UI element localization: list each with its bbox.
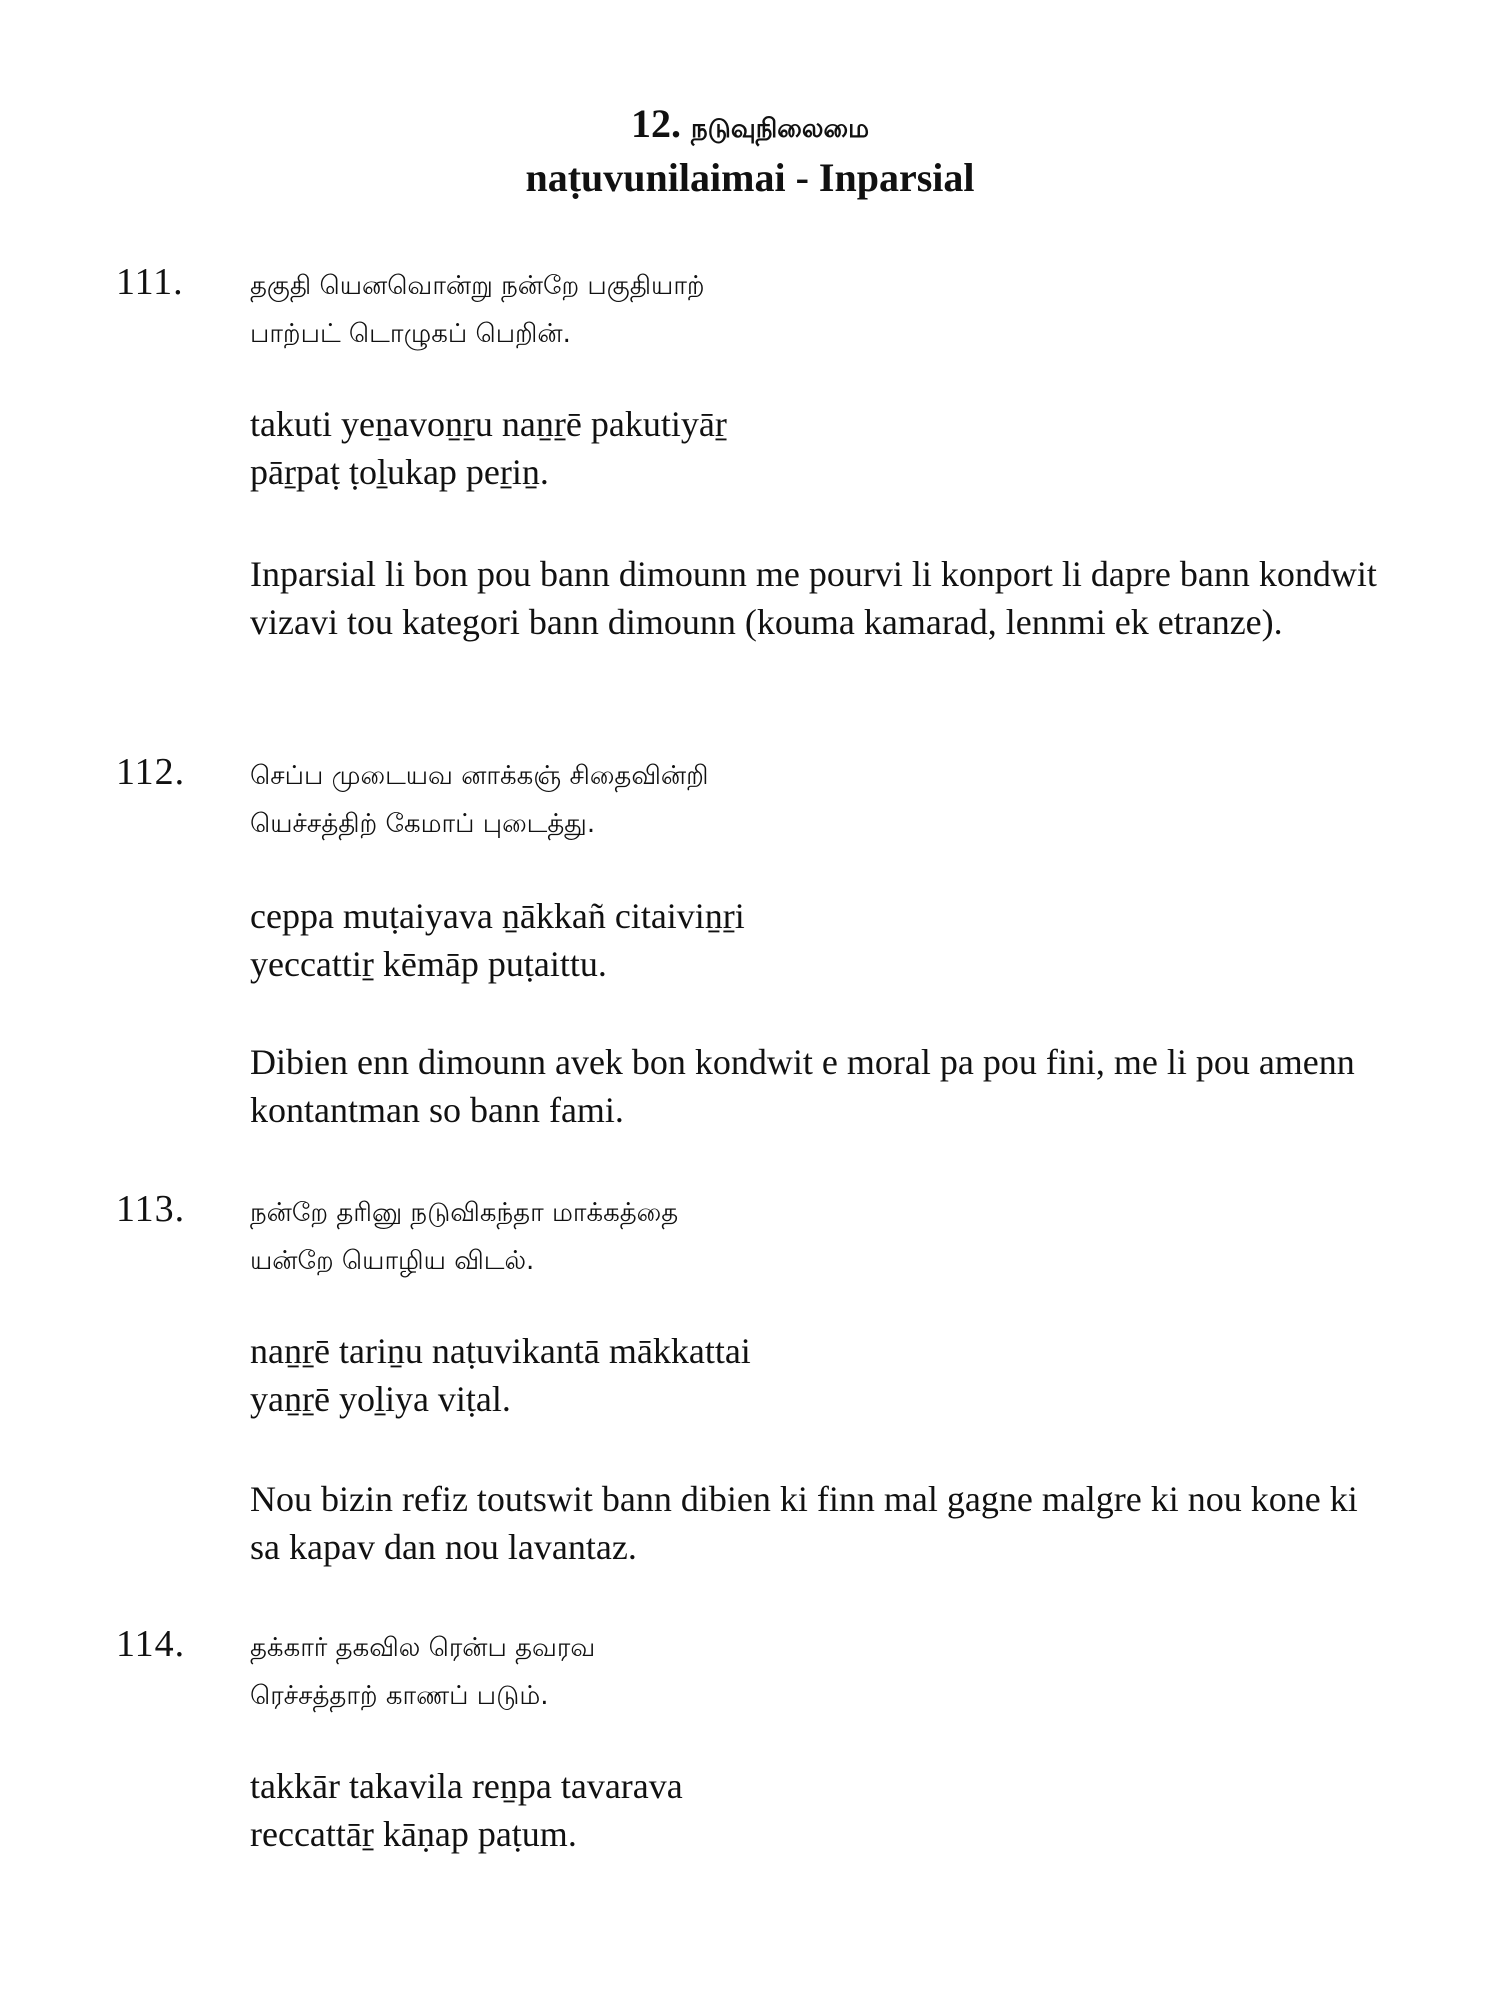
chapter-number: 12. [630,101,681,146]
verse-number: 113. [116,1188,186,1230]
tamil-line: நன்றே தரினு நடுவிகந்தா மாக்கத்தை [250,1198,679,1228]
translit-line: reccattāṟ kāṇap paṭum. [250,1814,577,1854]
transliteration [250,892,1390,988]
verse-number: 114. [116,1623,186,1665]
translation: Inparsial li bon pou bann dimounn me pourvi li konport li dapre bann kondwit vizavi tou kategori bann dimounn (kouma kamarad, lennmi ek etranze). [250,554,1377,642]
translation: Dibien enn dimounn avek bon kondwit e moral pa pou fini, me li pou amenn kontantman so bann fami. [250,1042,1355,1130]
tamil-line: ரெச்சத்தாற் காணப் படும். [250,1681,549,1711]
tamil-line: தக்கார் தகவில ரென்ப தவரவ [250,1633,596,1663]
tamil-couplet [250,262,1390,358]
translit-line: ceppa muṭaiyava ṉākkañ citaiviṉṟi [250,896,745,936]
transliteration [250,1327,1390,1423]
tamil-couplet [250,1189,1390,1285]
translit-line: takkār takavila reṉpa tavarava [250,1766,683,1806]
tamil-line: யெச்சத்திற் கேமாப் புடைத்து. [250,809,596,839]
tamil-line: யன்றே யொழிய விடல். [250,1246,535,1276]
translation: Nou bizin refiz toutswit bann dibien ki finn mal gagne malgre ki nou kone ki sa kapav dan nou lavantaz. [250,1479,1358,1567]
transliteration [250,400,1390,496]
tamil-couplet [250,752,1390,848]
translit-line: yeccattiṟ kēmāp puṭaittu. [250,944,607,984]
verse-number: 111. [116,261,184,303]
verse-number: 112. [116,751,186,793]
tamil-line: தகுதி யெனவொன்று நன்றே பகுதியாற் [250,271,705,301]
chapter-subtitle: naṭuvunilaimai - Inparsial [525,155,975,200]
translit-line: pāṟpaṭ ṭoḻukap peṟiṉ. [250,452,549,492]
translit-line: naṉṟē tariṉu naṭuvikantā mākkattai [250,1331,751,1371]
transliteration [250,1762,1390,1858]
translit-line: yaṉṟē yoḻiya viṭal. [250,1379,511,1419]
chapter-title-tamil: நடுவுநிலைமை [690,114,869,144]
chapter-title [0,98,1500,155]
tamil-couplet [250,1624,1390,1720]
tamil-line: பாற்பட் டொழுகப் பெறின். [250,319,571,349]
translit-line: takuti yeṉavoṉṟu naṉṟē pakutiyāṟ [250,404,727,444]
tamil-line: செப்ப முடையவ னாக்கஞ் சிதைவின்றி [250,761,709,791]
